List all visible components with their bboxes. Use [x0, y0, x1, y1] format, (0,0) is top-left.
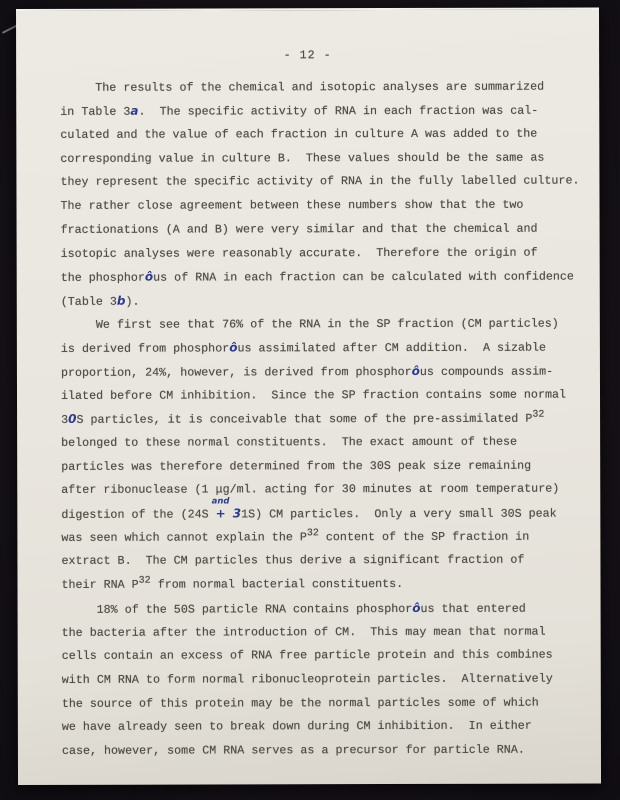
typed-text: We first see that 76% of the RNA in the SP fraction (CM particles) — [60, 316, 559, 332]
ink-correction: b — [116, 293, 126, 308]
typed-line — [62, 667, 601, 692]
typed-text: ilated before CM inhibition. Since the SP fraction contains some normal — [60, 387, 567, 403]
typed-text: The rather close agreement between these numbers show that the two — [60, 197, 524, 214]
typed-text: corresponding value in culture B. These values should be the same as — [60, 150, 545, 166]
typed-line — [61, 359, 600, 384]
typed-line — [61, 265, 600, 290]
document-page — [16, 7, 601, 785]
typed-line — [62, 715, 601, 740]
typed-line — [60, 146, 599, 171]
page-number: - 12 - — [283, 48, 332, 63]
typed-line — [62, 738, 601, 763]
typed-line — [61, 478, 600, 503]
typed-text: the source of this protein may be the normal particles some of which — [61, 695, 539, 711]
typed-line — [61, 454, 600, 479]
typed-text: case, however, some CM RNA serves as a precursor for particle RNA. — [61, 742, 525, 758]
typed-text-body — [16, 75, 601, 763]
typed-text: extract B. The CM particles thus derive a significant fraction of — [61, 553, 525, 569]
typed-text: culated and the value of each fraction in culture A was added to the — [60, 126, 538, 142]
typed-text: the phosphor — [60, 270, 145, 286]
ink-plus-mark: + — [215, 506, 226, 521]
typed-line — [61, 496, 600, 527]
typed-text: isotopic analyses were reasonably accurate. Therefore the origin of — [60, 245, 538, 261]
typed-text: us compounds assim- — [419, 364, 554, 379]
typed-line — [60, 194, 599, 219]
ink-correction: ô — [412, 600, 421, 615]
typed-line — [62, 596, 601, 621]
typed-text: proportion, 24%, however, is derived from phosphor — [60, 364, 412, 380]
typed-text: after ribonuclease (1 μg/ml. acting for 30 minutes at room temperature) — [61, 481, 560, 498]
typed-text: us assimilated after CM addition. A sizable — [237, 340, 547, 356]
typed-text: 3 — [61, 413, 69, 428]
ink-correction: 3 — [232, 506, 242, 521]
ink-correction: ô — [411, 363, 420, 378]
typed-line — [61, 241, 600, 266]
typed-line — [62, 620, 601, 645]
typed-line — [60, 123, 599, 148]
typed-line — [62, 691, 601, 716]
typed-line — [60, 170, 599, 195]
typed-text: 18% of the 50S particle RNA contains phosphor — [61, 601, 413, 617]
typed-text: their RNA P — [61, 577, 139, 593]
typed-text: . The specific activity of RNA in each fraction was cal- — [138, 104, 539, 120]
ink-annotation — [211, 496, 230, 522]
typed-text: us that entered — [420, 601, 526, 616]
typed-text: fractionations (A and B) were very similar and that the chemical and — [60, 221, 538, 237]
typed-text: cells contain an excess of RNA free particle protein and this combines — [61, 647, 553, 664]
typed-text: 1S) CM particles. Only a very small 30S peak — [241, 506, 557, 522]
typed-line — [60, 75, 599, 100]
typed-text: us of RNA in each fraction can be calculated with confidence — [153, 269, 574, 285]
typed-text: we have already seen to break down during CM inhibition. In either — [61, 718, 532, 735]
typed-line — [61, 288, 600, 313]
typed-line — [61, 430, 600, 455]
typed-line — [61, 217, 600, 242]
typed-text: digestion of the (24S — [61, 507, 216, 522]
typed-line — [61, 549, 600, 574]
typed-text: was seen which cannot explain the P — [61, 530, 307, 545]
typed-line — [61, 525, 600, 550]
typed-line — [61, 312, 600, 337]
ink-correction: ô — [144, 269, 154, 284]
superscript: 32 — [306, 527, 319, 540]
typed-text: ). — [125, 294, 140, 309]
typed-line — [61, 573, 600, 598]
typed-text: they represent the specific activity of RNA in the fully labelled culture. — [60, 173, 580, 190]
typed-text: from normal bacterial constituents. — [150, 577, 404, 592]
typed-text: the bacteria after the introduction of CM. This may mean that normal — [61, 624, 546, 640]
typed-text: S particles, it is conceivable that some of the pre-assimilated P — [76, 411, 533, 428]
ink-correction: ô — [229, 340, 238, 355]
superscript: 32 — [532, 409, 545, 421]
typed-text: The results of the chemical and isotopic analyses are summarized — [60, 79, 545, 95]
superscript: 32 — [138, 575, 151, 587]
typed-text: is derived from phosphor — [60, 341, 230, 357]
typed-text: (Table 3 — [60, 294, 117, 309]
typed-text: in Table 3 — [60, 105, 131, 120]
typed-line — [60, 99, 599, 124]
ink-correction: a — [130, 104, 139, 119]
typed-line — [61, 383, 600, 408]
typed-text: with CM RNA to form normal ribonucleoprotein particles. Alternatively — [61, 671, 553, 687]
typed-text: content of the SP fraction in — [318, 529, 530, 544]
ink-correction: 0 — [68, 412, 77, 427]
typed-line — [61, 336, 600, 361]
ink-word-above: and — [211, 496, 230, 507]
typed-line — [62, 644, 601, 669]
typed-text: particles was therefore determined from the 30S peak size remaining — [61, 458, 532, 474]
typed-text: belonged to these normal constituents. The exact amount of these — [61, 434, 518, 450]
typed-line — [61, 407, 600, 432]
